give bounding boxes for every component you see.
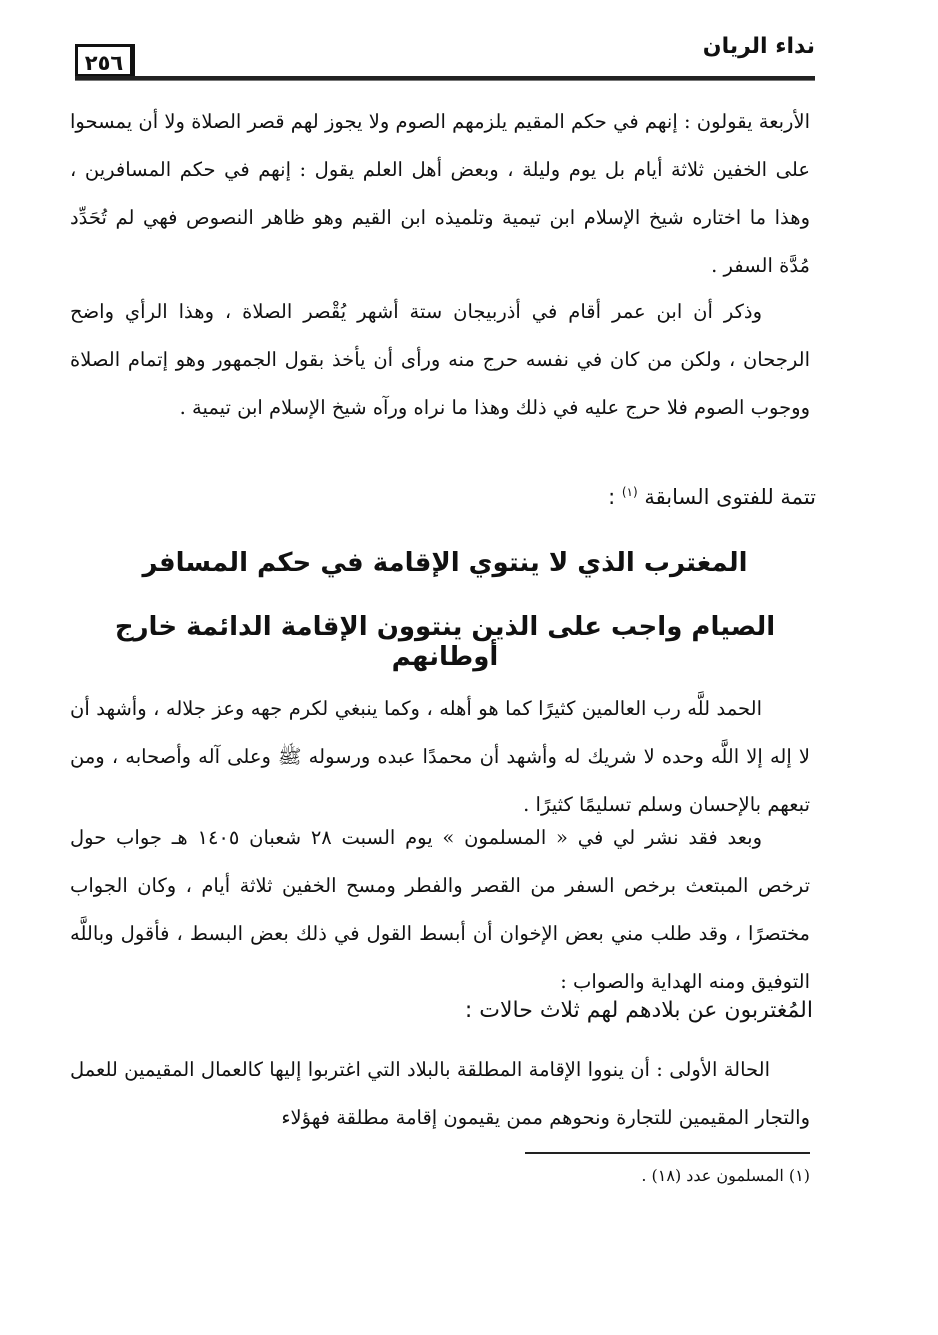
header-rule — [75, 76, 815, 81]
section-heading-1: المغترب الذي لا ينتوي الإقامة في حكم المسافر — [142, 548, 748, 578]
running-title: نداء الريان — [702, 34, 815, 59]
paragraph-4: وبعد فقد نشر لي في « المسلمون » يوم السبت ٢٨ شعبان ١٤٠٥ هـ جواب حول ترخص المبتعث برخص السفر من القصر والفطر ومسح الخفين ثلاثة أيام ، وكان الجواب مختصرًا ، وقد طلب مني بعض الإخوان أن أبسط القول في ذلك بعض البسط ، فأقول وباللَّه التوفيق ومنه الهداية والصواب : — [70, 826, 810, 993]
section-heading-2: الصيام واجب على الذين ينتوون الإقامة الدائمة خارج أوطانهم — [114, 612, 776, 672]
footnote-rule — [525, 1152, 810, 1154]
paragraph-1: الأربعة يقولون : إنهم في حكم المقيم يلزمهم الصوم ولا يجوز لهم قصر الصلاة ولا أن يمسحوا على الخفين ثلاثة أيام بل يوم وليلة ، وبعض أهل العلم يقول : إنهم في حكم المسافرين ، وهذا ما اختاره شيخ الإسلام ابن تيمية وتلميذه ابن القيم وهو ظاهر النصوص فهي لم تُحَدِّد مُدَّة السفر . — [70, 110, 810, 277]
subheading-three-cases: المُغتربون عن بلادهم لهم ثلاث حالات : — [464, 998, 813, 1023]
paragraph-2: وذكر أن ابن عمر أقام في أذربيجان ستة أشهر يُقْصر الصلاة ، وهذا الرأي واضح الرجحان ، ولكن من كان في نفسه حرج منه ورأى أن يأخذ بقول الجمهور وهو إتمام الصلاة ووجوب الصوم فلا حرج عليه في ذلك وهذا ما نراه ورآه شيخ الإسلام ابن تيمية . — [70, 300, 810, 419]
footnote-reference: (١) — [621, 485, 638, 499]
fatwa-continuation-text: تتمة للفتوى السابقة — [644, 485, 816, 509]
footnote: (١) المسلمون عدد (١٨) . — [641, 1166, 810, 1185]
page-header — [75, 30, 815, 82]
paragraph-5: الحالة الأولى : أن ينووا الإقامة المطلقة بالبلاد التي اغتربوا إليها كالعمال المقيمين للعمل والتجار المقيمين للتجارة ونحوهم ممن يقيمون إقامة مطلقة فهؤلاء — [70, 1058, 810, 1129]
fatwa-continuation-label — [608, 485, 816, 509]
fatwa-continuation-colon: : — [608, 485, 622, 509]
paragraph-3: الحمد للَّه رب العالمين كثيرًا كما هو أهله ، وكما ينبغي لكرم جهه وعز جلاله ، وأشهد أن لا إله إلا اللَّه وحده لا شريك له وأشهد أن محمدًا عبده ورسوله ﷺ وعلى آله وأصحابه ، ومن تبعهم بالإحسان وسلم تسليمًا كثيرًا . — [70, 697, 810, 816]
page-number: ٢٥٦ — [75, 44, 135, 78]
